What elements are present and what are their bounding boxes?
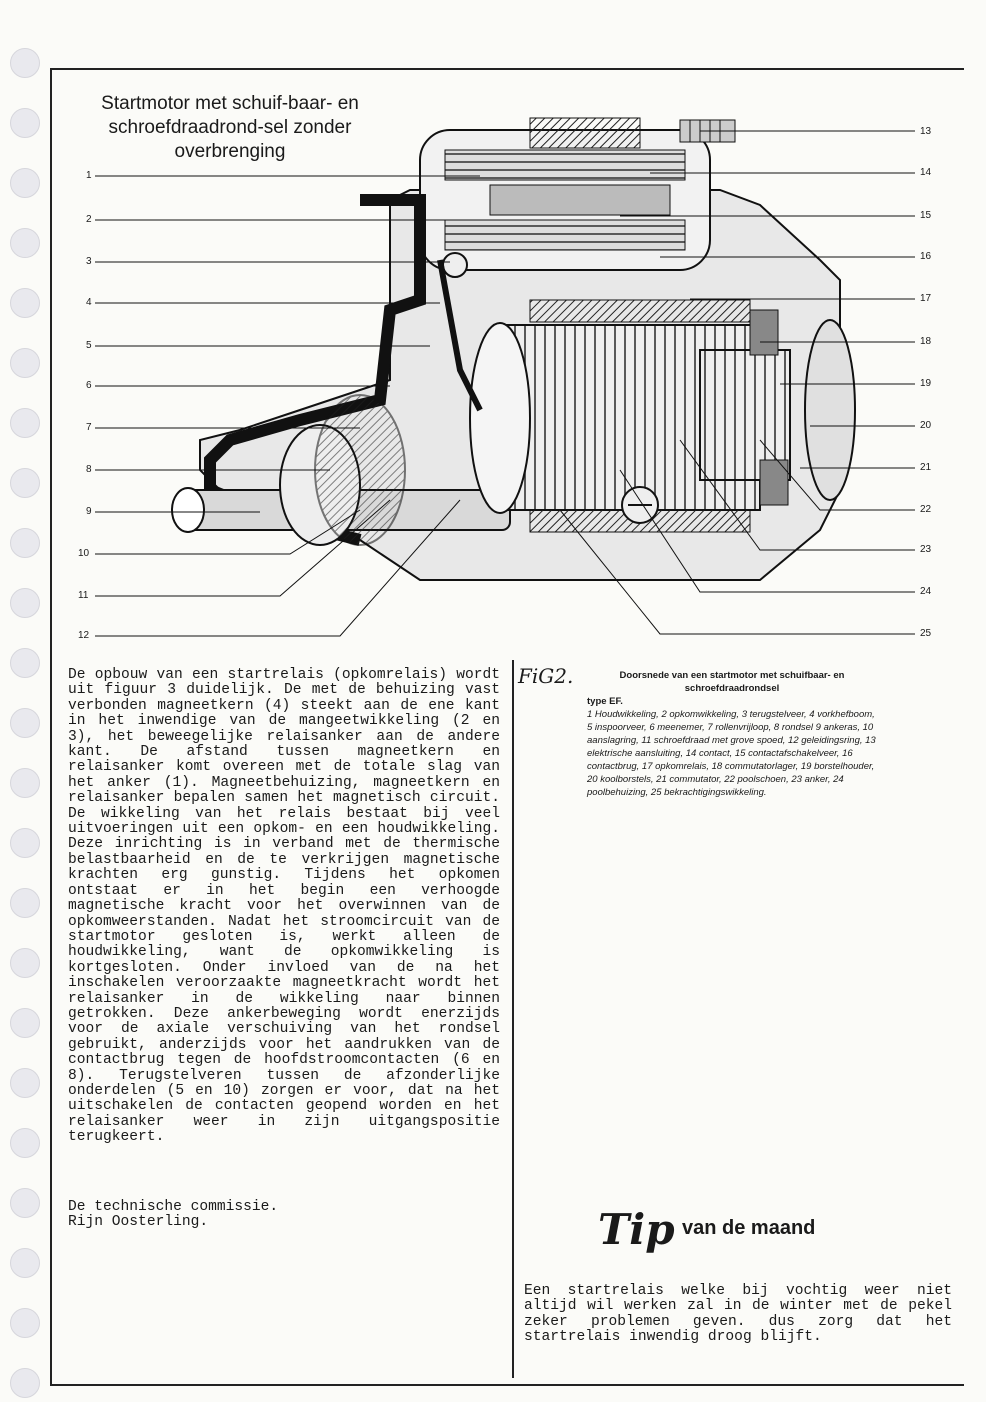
callout-label: 22 — [920, 504, 932, 515]
binder-hole — [10, 48, 40, 78]
figure-title: Startmotor met schuif-baar- en schroefdraadrond-sel zonder overbrenging — [101, 93, 359, 162]
binder-hole — [10, 948, 40, 978]
binder-hole — [10, 528, 40, 558]
callout-label: 6 — [86, 380, 92, 391]
binder-hole — [10, 1368, 40, 1398]
callout-label: 16 — [920, 251, 932, 262]
callout-label: 20 — [920, 420, 932, 431]
binder-hole — [10, 828, 40, 858]
tip-body: Een startrelais welke bij vochtig weer niet altijd wil werken zal in de winter met de pekel zeker problemen geven. dus zorg dat het startrelais inwendig droog blijft. — [524, 1283, 952, 1346]
callout-label: 11 — [78, 590, 89, 601]
callout-label: 3 — [86, 256, 92, 267]
binder-hole — [10, 1308, 40, 1338]
callout-label: 7 — [86, 422, 92, 433]
callout-label: 17 — [920, 293, 932, 304]
binder-hole — [10, 1248, 40, 1278]
callout-label: 25 — [920, 628, 932, 639]
binder-hole — [10, 108, 40, 138]
callout-label: 1 — [86, 170, 92, 181]
article-body: De opbouw van een startrelais (opkomrelais) wordt uit figuur 3 duidelijk. De met de behuizing vast verbonden magneetkern (4) steekt aan de ene kant in het inwendige van de mangeetwikkeling (2 en 3), het beweegelijke relaisanker aan de andere kant. De afstand tussen magneetkern en relaisanker komt overeen met de totale slag van het anker (1). Magneetbehuizing, magneetkern en relaisanker bepalen samen het magnetisch circuit. De wikkeling van het relais bestaat bij veel uitvoeringen uit een opkom- en een houdwikkeling. Deze inrichting is in verband met de thermische belastbaarheid en de te verkrijgen magnetische krachten erg gunstig. Tijdens het opkomen ontstaat er in het begin een verhoogde magnetische kracht voor het overwinnen van de opkomweerstanden. Nadat het stroomcircuit van de startmotor gesloten is, werkt alleen de houdwikkeling, want de opkomwikkeling is kortgesloten. Onder invloed van de na het inschakelen veroorzaakte magneetkracht wordt het relaisanker in de wikkeling naar binnen getrokken. Deze ankerbeweging wordt enerzijds voor de axiale verschuiving van het rondsel gebruikt, anderzijds voor het aandrukken van de contactbrug tegen de hoofdstroomcontacten (6 en 8). Terugstelveren tussen de afzonderlijke onderdelen (5 en 10) zorgen er voor, dat na het uitschakelen de contacten geopend worden en het relaisanker weer in zijn uitgangspositie terugkeert. — [68, 667, 500, 1146]
callout-label: 18 — [920, 336, 932, 347]
figure-caption — [587, 669, 877, 799]
caption-title: Doorsnede van een startmotor met schuifbaar- en schroefdraadrondsel — [619, 670, 845, 694]
callout-label: 8 — [86, 464, 92, 475]
binder-hole — [10, 1008, 40, 1038]
tip-heading: van de maand — [682, 1217, 816, 1239]
callout-label: 2 — [86, 214, 92, 225]
tip-logo-word: Tip — [598, 1205, 675, 1254]
binder-hole — [10, 348, 40, 378]
callout-label: 10 — [78, 548, 90, 559]
column-divider — [512, 660, 514, 1378]
binder-holes — [10, 30, 50, 1402]
article-signoff — [68, 1200, 278, 1231]
binder-hole — [10, 288, 40, 318]
caption-parts-list: 1 Houdwikkeling, 2 opkomwikkeling, 3 terugstelveer, 4 vorkhefboom, 5 inspoorveer, 6 meenemer, 7 rollenvrijloop, 8 rondsel 9 ankeras, 10 aanslagring, 11 schroefdraad met grove spoed, 12 geleidingsring, 13 elektrische aansluiting, 14 contact, 15 contactafschakelveer, 16 contactbrug, 17 opkomrelais, 18 commutatorlager, 19 borstelhouder, 20 koolborstels, 21 commutator, 22 poolschoen, 23 anker, 24 poolbehuizing, 25 bekrachtigingswikkeling. — [587, 709, 876, 798]
callout-label: 5 — [86, 340, 92, 351]
starter-motor-cutaway-illustration — [60, 110, 950, 655]
callout-label: 4 — [86, 297, 92, 308]
callout-label: 21 — [920, 462, 932, 473]
callout-label: 12 — [78, 630, 90, 641]
binder-hole — [10, 1188, 40, 1218]
callout-label: 24 — [920, 586, 932, 597]
figure-number-handwritten: FiG2. — [518, 664, 574, 688]
callout-label: 14 — [920, 167, 932, 178]
binder-hole — [10, 168, 40, 198]
binder-hole — [10, 468, 40, 498]
binder-hole — [10, 888, 40, 918]
callout-label: 23 — [920, 544, 932, 555]
callout-label: 15 — [920, 210, 932, 221]
callout-label: 9 — [86, 506, 92, 517]
binder-hole — [10, 588, 40, 618]
signoff-author: Rijn Oosterling. — [68, 1214, 209, 1231]
binder-hole — [10, 768, 40, 798]
signoff-committee: De technische commissie. — [68, 1199, 279, 1215]
binder-hole — [10, 708, 40, 738]
callout-label: 13 — [920, 126, 932, 137]
caption-type: type EF. — [587, 696, 623, 707]
binder-hole — [10, 648, 40, 678]
binder-hole — [10, 228, 40, 258]
binder-hole — [10, 1128, 40, 1158]
binder-hole — [10, 1068, 40, 1098]
callout-label: 19 — [920, 378, 932, 389]
binder-hole — [10, 408, 40, 438]
